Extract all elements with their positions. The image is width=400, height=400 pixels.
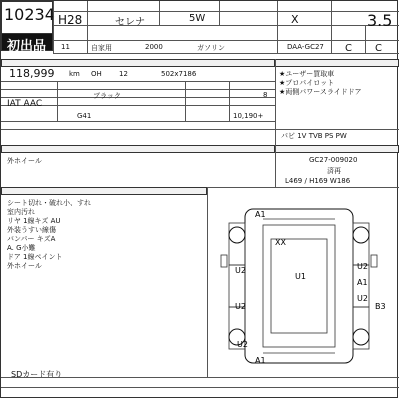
equipment-line: パビ 1V TVB PS PW (281, 132, 347, 140)
fuel: ガソリン (197, 44, 225, 52)
mark-u2-left-1: U2 (235, 266, 246, 275)
color-code: G41 (77, 112, 92, 120)
score: 3.5 (367, 11, 393, 30)
interior-grade: C (345, 43, 352, 54)
usage: 自家用 (91, 44, 112, 52)
mark-u2-rear: U2 (237, 340, 248, 349)
middle-left-text: 外ホイール (7, 157, 42, 165)
note-8: 外ホイール (7, 262, 42, 270)
mark-a1-front: A1 (255, 210, 266, 219)
grade-variant: X (291, 13, 299, 26)
notes-footer: SDカード有り (11, 370, 63, 379)
exterior-grade: C (375, 43, 382, 54)
note-1: シート切れ・破れ小、すれ (7, 199, 91, 207)
mark-u2-right-2: U2 (357, 294, 368, 303)
features-header (275, 59, 399, 67)
inspection-until: 12 (119, 70, 128, 78)
transmission: IAT AAC (7, 99, 43, 109)
capacity: 8 (263, 91, 268, 99)
note-7: ドア 1線ペイント (7, 253, 63, 261)
feature-3: ★両側パワースライドドア (279, 88, 362, 96)
model-code: DAA-GC27 (287, 43, 324, 51)
chassis-number: GC27-009020 (309, 156, 358, 164)
note-5: バンパー キズA (7, 235, 56, 243)
seating: 11 (61, 43, 70, 51)
specs-header (1, 59, 275, 67)
first-registration-text: 初出品 (7, 39, 47, 54)
mark-a1-rear: A1 (255, 356, 266, 365)
middle-right-header (275, 145, 399, 153)
mark-b3: B3 (375, 302, 386, 311)
damage-diagram (209, 199, 389, 373)
model-name: セレナ (115, 17, 145, 28)
inspection: OH (91, 70, 102, 78)
mileage-unit: km (69, 70, 80, 78)
car-outline-svg (209, 199, 389, 373)
mark-u2-right-1: U2 (357, 262, 368, 271)
note-3: リヤ 1線キズ AU (7, 217, 61, 225)
lot-number: 10234 (4, 5, 55, 24)
year: H28 (58, 13, 83, 27)
notes-header (1, 187, 207, 195)
measurements: L469 / H169 W186 (285, 177, 351, 185)
note-2: 室内汚れ (7, 208, 35, 216)
mark-xx: XX (275, 238, 286, 247)
mark-u1-center: U1 (295, 272, 306, 281)
middle-header (1, 145, 275, 153)
mileage: 118,999 (9, 67, 55, 80)
note-6: A. G小難 (7, 244, 36, 252)
displacement: 2000 (145, 43, 163, 51)
feature-2: ★プロパイロット (279, 79, 335, 87)
mark-a1-right: A1 (357, 278, 368, 287)
mark-u2-left-2: U2 (235, 302, 246, 311)
dimensions: 502x7186 (161, 70, 197, 78)
color: ブラック (93, 92, 121, 100)
feature-1: ★ユーザー買取車 (279, 70, 335, 78)
price-note: 10,190+ (233, 112, 264, 120)
grade: 5W (189, 13, 206, 24)
mid-label: 済再 (327, 167, 341, 175)
note-4: 外装うすい線傷 (7, 226, 56, 234)
